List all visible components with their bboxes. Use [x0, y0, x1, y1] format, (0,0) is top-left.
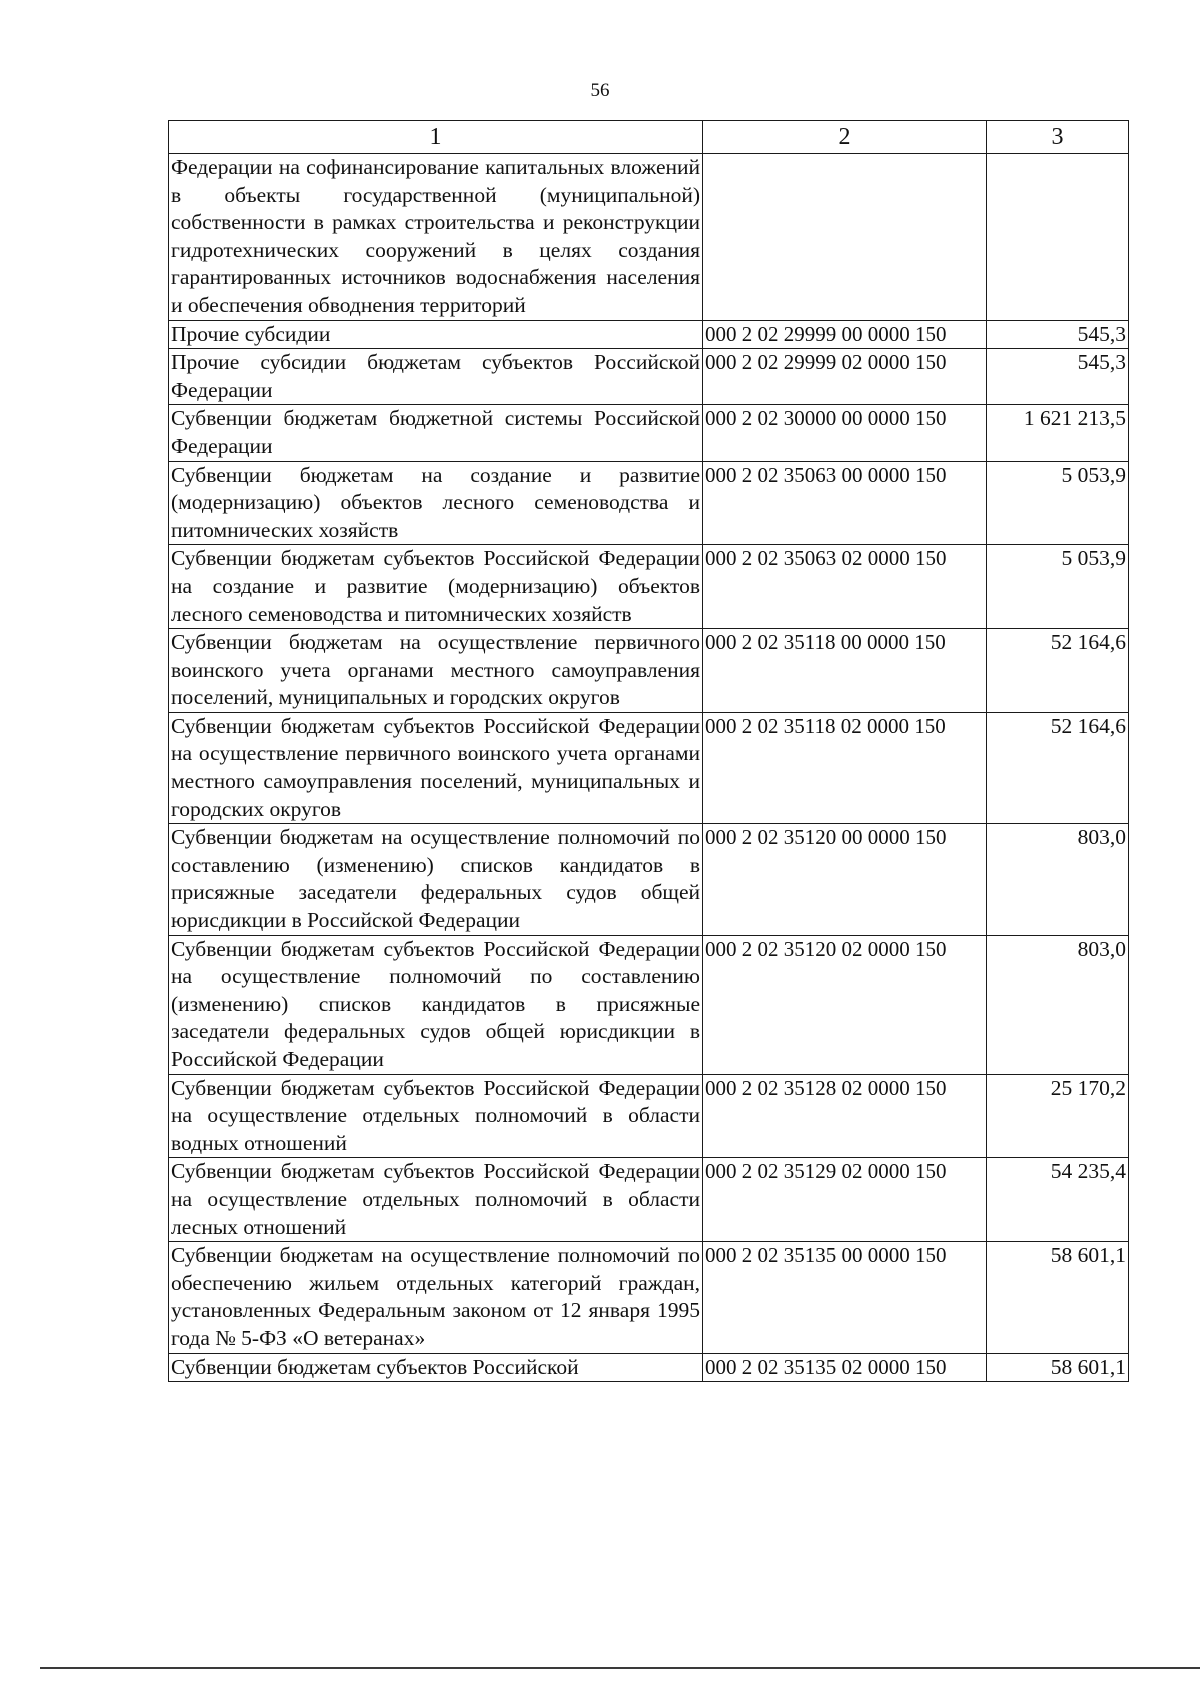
- row-amount: 52 164,6: [987, 712, 1129, 823]
- row-budget-code: 000 2 02 35120 00 0000 150: [703, 824, 987, 935]
- row-description: Прочие субсидии бюджетам субъектов Российской Федерации: [169, 349, 703, 405]
- column-header-description: 1: [169, 121, 703, 154]
- row-description: Федерации на софинансирование капитальных вложений в объекты государственной (муниципальной) собственности в рамках строительства и реконструкции гидротехнических сооружений в целях создания гарантированных источников водоснабжения населения и обеспечения обводнения территорий: [169, 154, 703, 321]
- row-amount: [987, 154, 1129, 321]
- table-row: [169, 1242, 1129, 1353]
- row-description: Субвенции бюджетам субъектов Российской Федерации на осуществление первичного воинского учета органами местного самоуправления поселений, муниципальных и городских округов: [169, 712, 703, 823]
- row-amount: 545,3: [987, 320, 1129, 349]
- table-row: [169, 461, 1129, 545]
- row-amount: 58 601,1: [987, 1353, 1129, 1382]
- row-description: Субвенции бюджетам на осуществление первичного воинского учета органами местного самоуправления поселений, муниципальных и городских округов: [169, 629, 703, 713]
- row-description: Субвенции бюджетам субъектов Российской Федерации на осуществление отдельных полномочий в области лесных отношений: [169, 1158, 703, 1242]
- row-description: Субвенции бюджетам бюджетной системы Российской Федерации: [169, 405, 703, 461]
- row-description: Субвенции бюджетам на осуществление полномочий по обеспечению жильем отдельных категорий граждан, установленных Федеральным законом от 12 января 1995 года № 5-ФЗ «О ветеранах»: [169, 1242, 703, 1353]
- table-row: [169, 1353, 1129, 1382]
- row-amount: 54 235,4: [987, 1158, 1129, 1242]
- row-budget-code: 000 2 02 29999 02 0000 150: [703, 349, 987, 405]
- column-header-code: 2: [703, 121, 987, 154]
- table-row: [169, 349, 1129, 405]
- row-budget-code: 000 2 02 35135 02 0000 150: [703, 1353, 987, 1382]
- table-row: [169, 1158, 1129, 1242]
- row-amount: 5 053,9: [987, 461, 1129, 545]
- row-budget-code: 000 2 02 35063 00 0000 150: [703, 461, 987, 545]
- row-amount: 58 601,1: [987, 1242, 1129, 1353]
- row-amount: 5 053,9: [987, 545, 1129, 629]
- row-budget-code: 000 2 02 35118 02 0000 150: [703, 712, 987, 823]
- table-row: [169, 935, 1129, 1074]
- table-row: [169, 545, 1129, 629]
- row-amount: 25 170,2: [987, 1074, 1129, 1158]
- budget-table: [168, 120, 1129, 1382]
- row-description: Субвенции бюджетам на создание и развитие (модернизацию) объектов лесного семеноводства и питомнических хозяйств: [169, 461, 703, 545]
- row-description: Субвенции бюджетам на осуществление полномочий по составлению (изменению) списков кандидатов в присяжные заседатели федеральных судов общей юрисдикции в Российской Федерации: [169, 824, 703, 935]
- table-row: [169, 405, 1129, 461]
- row-budget-code: 000 2 02 35128 02 0000 150: [703, 1074, 987, 1158]
- row-amount: 803,0: [987, 935, 1129, 1074]
- row-budget-code: [703, 154, 987, 321]
- footer-divider: [40, 1667, 1200, 1669]
- table-row: [169, 1074, 1129, 1158]
- column-header-amount: 3: [987, 121, 1129, 154]
- row-amount: 52 164,6: [987, 629, 1129, 713]
- table-body: [169, 154, 1129, 1382]
- row-budget-code: 000 2 02 35063 02 0000 150: [703, 545, 987, 629]
- table-header-row: [169, 121, 1129, 154]
- table-row: [169, 320, 1129, 349]
- table-row: [169, 824, 1129, 935]
- row-description: Прочие субсидии: [169, 320, 703, 349]
- row-budget-code: 000 2 02 35120 02 0000 150: [703, 935, 987, 1074]
- page-number: 56: [590, 80, 610, 101]
- row-description: Субвенции бюджетам субъектов Российской Федерации на создание и развитие (модернизацию) объектов лесного семеноводства и питомнических хозяйств: [169, 545, 703, 629]
- row-budget-code: 000 2 02 30000 00 0000 150: [703, 405, 987, 461]
- row-amount: 1 621 213,5: [987, 405, 1129, 461]
- table-row: [169, 629, 1129, 713]
- row-amount: 803,0: [987, 824, 1129, 935]
- row-description: Субвенции бюджетам субъектов Российской: [169, 1353, 703, 1382]
- row-description: Субвенции бюджетам субъектов Российской Федерации на осуществление отдельных полномочий в области водных отношений: [169, 1074, 703, 1158]
- row-amount: 545,3: [987, 349, 1129, 405]
- row-budget-code: 000 2 02 35118 00 0000 150: [703, 629, 987, 713]
- row-budget-code: 000 2 02 29999 00 0000 150: [703, 320, 987, 349]
- row-budget-code: 000 2 02 35129 02 0000 150: [703, 1158, 987, 1242]
- row-budget-code: 000 2 02 35135 00 0000 150: [703, 1242, 987, 1353]
- row-description: Субвенции бюджетам субъектов Российской Федерации на осуществление полномочий по составлению (изменению) списков кандидатов в присяжные заседатели федеральных судов общей юрисдикции в Российской Федерации: [169, 935, 703, 1074]
- table-row: [169, 712, 1129, 823]
- table-row: [169, 154, 1129, 321]
